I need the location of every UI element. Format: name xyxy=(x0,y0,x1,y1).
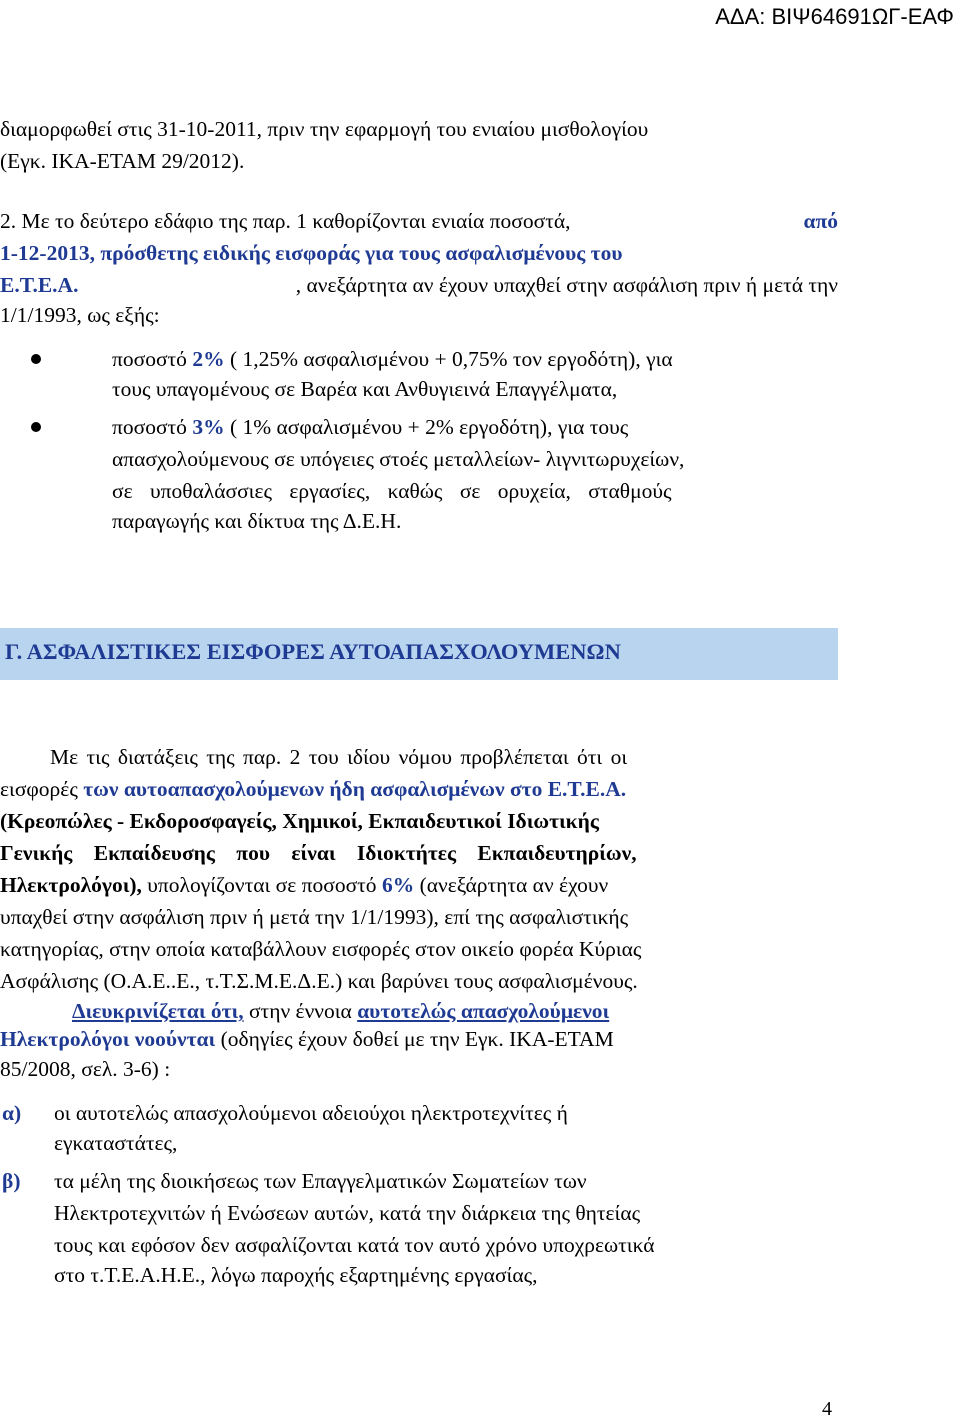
bullet-dot xyxy=(31,354,41,364)
section-heading: Γ. ΑΣΦΑΛΙΣΤΙΚΕΣ ΕΙΣΦΟΡΕΣ ΑΥΤΟΑΠΑΣΧΟΛΟΥΜΕΝΩΝ xyxy=(5,639,621,664)
p3-line-3: (Κρεοπώλες - Εκδοροσφαγείς, Χημικοί, Εκπαιδευτικοί Ιδιωτικής xyxy=(0,809,599,833)
bullet1-line-2: τους υπαγομένους σε Βαρέα και Ανθυγιεινά Επαγγέλματα, xyxy=(112,377,618,401)
bullet2-line-3: σε υποθαλάσσιες εργασίες, καθώς σε ορυχεία, σταθμούς xyxy=(112,479,672,503)
p1-line-2: (Εγκ. ΙΚΑ-ΕΤΑΜ 29/2012). xyxy=(0,149,245,173)
item-b-marker: β) xyxy=(2,1169,21,1193)
p3-line-1: Με τις διατάξεις της παρ. 2 του ιδίου νόμου προβλέπεται ότι οι xyxy=(50,745,628,769)
bullet2-line-2: απασχολούμενους σε υπόγειες στοές μεταλλείων- λιγνιτωρυχείων, xyxy=(112,447,685,471)
p2-line-1: 2. Με το δεύτερο εδάφιο της παρ. 1 καθορίζονται ενιαία ποσοστά, από xyxy=(0,209,838,233)
item-b-line-2: Ηλεκτροτεχνιτών ή Ενώσεων αυτών, κατά την διάρκεια της θητείας xyxy=(54,1201,641,1225)
bullet-dot xyxy=(31,422,41,432)
bullet2-line-1: ποσοστό 3% ( 1% ασφαλισμένου + 2% εργοδότη), για τους xyxy=(112,415,629,439)
bullet2-line-4: παραγωγής και δίκτυα της Δ.Ε.Η. xyxy=(112,509,402,533)
item-b-line-4: στο τ.Τ.Ε.Α.Η.Ε., λόγω παροχής εξαρτημένης εργασίας, xyxy=(54,1263,538,1287)
p2-line-4: 1/1/1993, ως εξής: xyxy=(0,303,160,327)
p4-line-3: 85/2008, σελ. 3-6) : xyxy=(0,1057,171,1081)
p3-line-7: κατηγορίας, στην οποία καταβάλλουν εισφορές στον οικείο φορέα Κύριας xyxy=(0,937,642,961)
bullet1-line-1: ποσοστό 2% ( 1,25% ασφαλισμένου + 0,75% τον εργοδότη), για xyxy=(112,347,673,371)
p4-line-2: Ηλεκτρολόγοι νοούνται (οδηγίες έχουν δοθεί με την Εγκ. ΙΚΑ-ΕΤΑΜ xyxy=(0,1027,614,1051)
p2-line-2: 1-12-2013, πρόσθετης ειδικής εισφοράς για τους ασφαλισμένους του xyxy=(0,241,623,265)
p1-line-1: διαμορφωθεί στις 31-10-2011, πριν την εφαρμογή του ενιαίου μισθολογίου xyxy=(0,117,649,141)
item-a-line-2: εγκαταστάτες, xyxy=(54,1131,178,1155)
p4-line-1: Διευκρινίζεται ότι, στην έννοια αυτοτελώς απασχολούμενοι xyxy=(72,999,610,1023)
p3-line-4: Γενικής Εκπαίδευσης που είναι Ιδιοκτήτες Εκπαιδευτηρίων, xyxy=(0,841,637,865)
page-number: 4 xyxy=(822,1398,832,1420)
item-b-line-3: τους και εφόσον δεν ασφαλίζονται κατά τον αυτό χρόνο υποχρεωτικά xyxy=(54,1233,655,1257)
p3-line-8: Ασφάλισης (Ο.Α.Ε..Ε., τ.Τ.Σ.Μ.Ε.Δ.Ε.) και βαρύνει τους ασφαλισμένους. xyxy=(0,969,638,993)
ada-code: ΑΔΑ: ΒΙΨ64691ΩΓ-ΕΑΦ xyxy=(715,4,954,29)
p3-line-6: υπαχθεί στην ασφάλιση πριν ή μετά την 1/1/1993), επί της ασφαλιστικής xyxy=(0,905,629,929)
item-a-marker: α) xyxy=(2,1101,22,1125)
item-b-line-1: τα μέλη της διοικήσεως των Επαγγελματικών Σωματείων των xyxy=(54,1169,587,1193)
p3-line-2: εισφορές των αυτοαπασχολούμενων ήδη ασφαλισμένων στο Ε.Τ.Ε.Α. xyxy=(0,777,627,801)
p2-line-3: Ε.Τ.Ε.Α. , ανεξάρτητα αν έχουν υπαχθεί στην ασφάλιση πριν ή μετά την xyxy=(0,273,838,297)
item-a-line-1: οι αυτοτελώς απασχολούμενοι αδειούχοι ηλεκτροτεχνίτες ή xyxy=(54,1101,568,1125)
p3-line-5: Ηλεκτρολόγοι), υπολογίζονται σε ποσοστό 6% (ανεξάρτητα αν έχουν xyxy=(0,873,609,897)
